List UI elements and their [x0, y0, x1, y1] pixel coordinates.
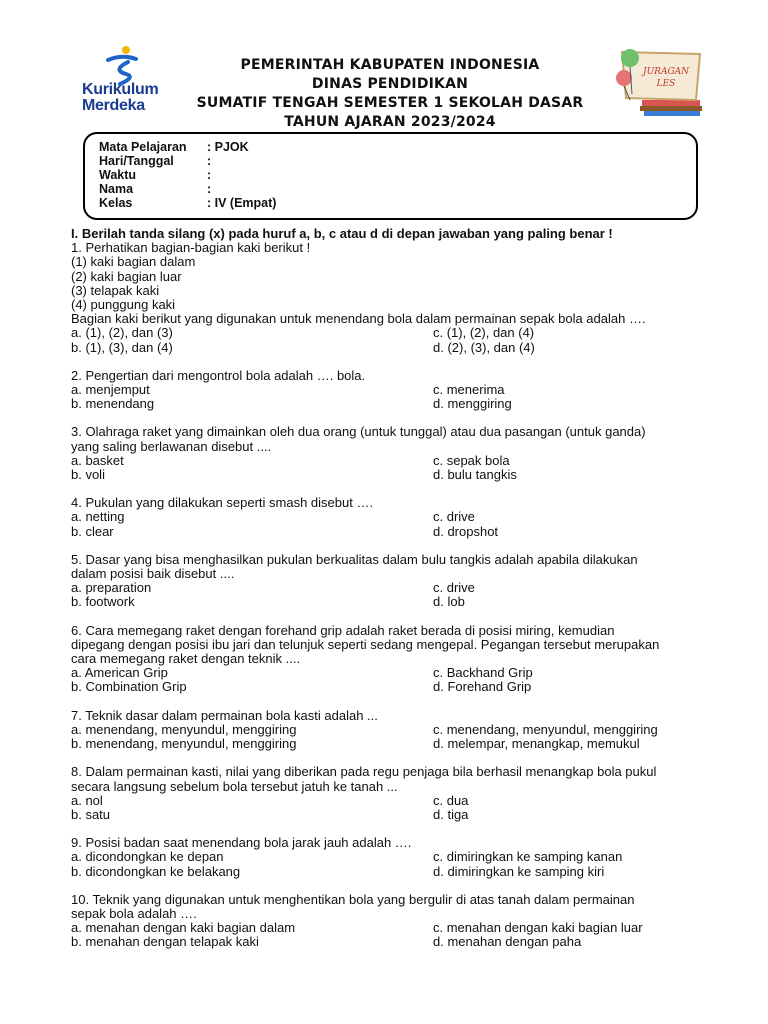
- option-d[interactable]: d. menggiring: [433, 396, 512, 412]
- option-c[interactable]: c. dimiringkan ke samping kanan: [433, 849, 623, 865]
- option-a[interactable]: a. netting: [71, 509, 125, 525]
- option-a[interactable]: a. menahan dengan kaki bagian dalam: [71, 920, 296, 936]
- question-6: 6. Cara memegang raket dengan forehand grip adalah raket berada di posisi miring, kemudian dipegang dengan posisi ibu jari dan telunjuk seperti sedang mengepal. Pegangan tersebut merupakan cara memegang raket dengan teknik .... a. American Grip c. Backhand Grip b. Combination Grip d. Forehand Grip: [71, 624, 711, 695]
- option-c[interactable]: c. drive: [433, 580, 475, 596]
- question-10: 10. Teknik yang digunakan untuk menghentikan bola yang bergulir di atas tanah dalam permainan sepak bola adalah …. a. menahan dengan kaki bagian dalam c. menahan dengan kaki bagian luar b. menahan dengan telapak kaki d. menahan dengan paha: [71, 893, 711, 950]
- question-9: 9. Posisi badan saat menendang bola jarak jauh adalah …. a. dicondongkan ke depan c. dimiringkan ke samping kanan b. dicondongkan ke belakang d. dimiringkan ke samping kiri: [71, 836, 711, 879]
- option-c[interactable]: c. menerima: [433, 382, 505, 398]
- student-info-box: [83, 132, 698, 220]
- option-d[interactable]: d. dimiringkan ke samping kiri: [433, 863, 605, 879]
- juragan-les-text-1: JURAGAN: [642, 67, 690, 77]
- question-4: 4. Pukulan yang dilakukan seperti smash disebut …. a. netting c. drive b. clear d. dropshot: [71, 496, 711, 539]
- question-2: 2. Pengertian dari mengontrol bola adalah …. bola. a. menjemput c. menerima b. menendang d. menggiring: [71, 369, 711, 412]
- option-a[interactable]: a. American Grip: [71, 665, 168, 681]
- kurikulum-merdeka-text: Kurikulum Merdeka: [82, 81, 159, 114]
- option-a[interactable]: a. preparation: [71, 580, 152, 596]
- option-b[interactable]: b. satu: [71, 806, 111, 822]
- option-a[interactable]: a. menjemput: [71, 382, 150, 398]
- option-d[interactable]: d. dropshot: [433, 523, 499, 539]
- option-d[interactable]: d. tiga: [433, 806, 469, 822]
- option-b[interactable]: b. Combination Grip: [71, 679, 187, 695]
- option-b[interactable]: b. menahan dengan telapak kaki: [71, 934, 259, 950]
- option-c[interactable]: c. dua: [433, 792, 469, 808]
- answer-options: [71, 326, 711, 354]
- answer-options: [71, 921, 711, 949]
- option-a[interactable]: a. menendang, menyundul, menggiring: [71, 721, 297, 737]
- header-line-1: PEMERINTAH KABUPATEN INDONESIA: [240, 57, 540, 73]
- answer-options: [71, 383, 711, 411]
- option-c[interactable]: c. Backhand Grip: [433, 665, 533, 681]
- question-3: 3. Olahraga raket yang dimainkan oleh dua orang (untuk tunggal) atau dua pasangan (untuk ganda) yang saling berlawanan disebut .... a. basket c. sepak bola b. voli d. bulu tangkis: [71, 425, 711, 482]
- option-d[interactable]: d. bulu tangkis: [433, 467, 517, 483]
- header-line-4: TAHUN AJARAN 2023/2024: [284, 114, 496, 130]
- answer-options: [71, 794, 711, 822]
- question-1: 1. Perhatikan bagian-bagian kaki berikut ! (1) kaki bagian dalam (2) kaki bagian luar (3) telapak kaki (4) punggung kaki Bagian kaki berikut yang digunakan untuk menendang bola dalam permainan sepak bola adalah …. a. (1), (2), dan (3) c. (1), (2), dan (4) b. (1), (3), dan (4) d. (2), (3), dan (4): [71, 241, 711, 355]
- option-b[interactable]: b. menendang: [71, 396, 155, 412]
- question-8: 8. Dalam permainan kasti, nilai yang diberikan pada regu penjaga bila berhasil menangkap bola pukul secara langsung sebelum bola tersebut jatuh ke tanah ... a. nol c. dua b. satu d. tiga: [71, 765, 711, 822]
- question-5: 5. Dasar yang bisa menghasilkan pukulan berkualitas dalam bulu tangkis adalah apabila dilakukan dalam posisi baik disebut .... a. preparation c. drive b. footwork d. lob: [71, 553, 711, 610]
- header-line-3: SUMATIF TENGAH SEMESTER 1 SEKOLAH DASAR: [196, 95, 584, 111]
- juragan-les-text-2: LES: [656, 79, 676, 89]
- option-c[interactable]: c. (1), (2), dan (4): [433, 325, 535, 341]
- kurikulum-merdeka-logo: [80, 44, 160, 114]
- option-d[interactable]: d. lob: [433, 594, 465, 610]
- answer-options: [71, 723, 711, 751]
- option-b[interactable]: b. footwork: [71, 594, 135, 610]
- option-b[interactable]: b. menendang, menyundul, menggiring: [71, 736, 297, 752]
- option-c[interactable]: c. menendang, menyundul, menggiring: [433, 721, 658, 737]
- answer-options: [71, 454, 711, 482]
- question-7: 7. Teknik dasar dalam permainan bola kasti adalah ... a. menendang, menyundul, menggiring c. menendang, menyundul, menggiring b. menendang, menyundul, menggiring d. melempar, menangkap, memukul: [71, 709, 711, 752]
- option-b[interactable]: b. dicondongkan ke belakang: [71, 863, 241, 879]
- option-c[interactable]: c. drive: [433, 509, 475, 525]
- option-d[interactable]: d. (2), (3), dan (4): [433, 339, 535, 355]
- document-header: [0, 0, 768, 130]
- header-titles: [160, 56, 620, 132]
- info-row-subject: Mata Pelajaran : PJOK: [99, 140, 249, 154]
- option-a[interactable]: a. dicondongkan ke depan: [71, 849, 224, 865]
- option-b[interactable]: b. voli: [71, 467, 105, 483]
- answer-options: [71, 581, 711, 609]
- info-row-date: Hari/Tanggal :: [99, 154, 212, 168]
- answer-options: [71, 850, 711, 878]
- option-b[interactable]: b. (1), (3), dan (4): [71, 339, 173, 355]
- answer-options: [71, 510, 711, 538]
- info-row-time: Waktu :: [99, 168, 212, 182]
- option-a[interactable]: a. nol: [71, 792, 103, 808]
- info-row-name: Nama :: [99, 182, 212, 196]
- option-b[interactable]: b. clear: [71, 523, 114, 539]
- option-c[interactable]: c. menahan dengan kaki bagian luar: [433, 920, 643, 936]
- question-list: [71, 227, 711, 950]
- option-a[interactable]: a. basket: [71, 452, 124, 468]
- option-d[interactable]: d. Forehand Grip: [433, 679, 532, 695]
- instruction: I. Berilah tanda silang (x) pada huruf a, b, c atau d di depan jawaban yang paling benar !: [71, 226, 613, 241]
- header-line-2: DINAS PENDIDIKAN: [311, 76, 469, 92]
- option-d[interactable]: d. menahan dengan paha: [433, 934, 582, 950]
- info-row-class: Kelas : IV (Empat): [99, 196, 277, 210]
- option-c[interactable]: c. sepak bola: [433, 452, 510, 468]
- option-d[interactable]: d. melempar, menangkap, memukul: [433, 736, 640, 752]
- juragan-les-logo: [610, 44, 710, 120]
- answer-options: [71, 666, 711, 694]
- option-a[interactable]: a. (1), (2), dan (3): [71, 325, 173, 341]
